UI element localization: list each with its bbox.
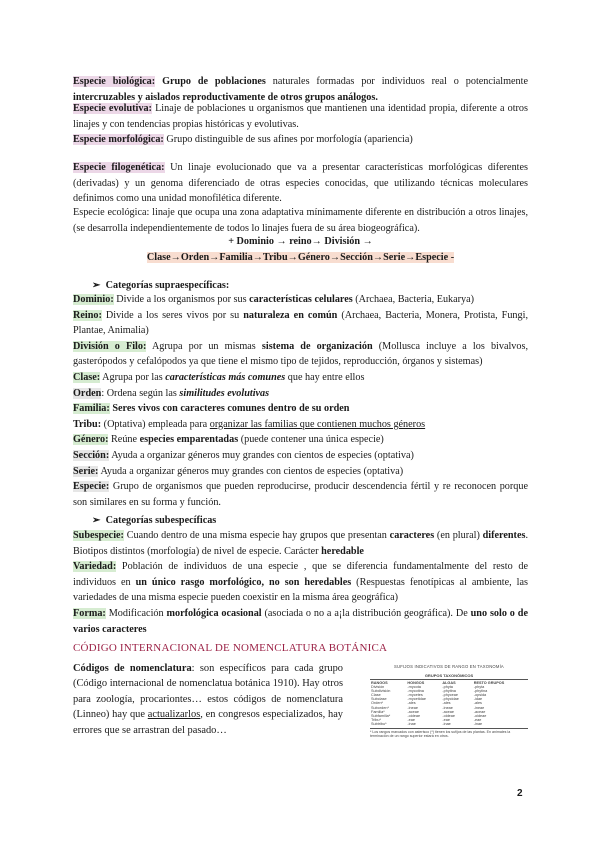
hierarchy-text-1: + Dominio → reino→ División → [228, 236, 373, 247]
rank-suffix-table-image [370, 664, 528, 764]
table-cell: Familia* [371, 709, 385, 714]
code-text-2: , en congresos especializados, hay errores que se arrastran del pasado… [73, 709, 344, 736]
label-seccion: Sección: [73, 449, 110, 461]
subespecie-bold-3: heredable [321, 545, 364, 557]
code-heading: CÓDIGO INTERNACIONAL DE NOMENCLATURA BOTÁNICA [73, 642, 388, 654]
label-reino: Reino: [73, 309, 102, 321]
label-orden: Orden [73, 387, 102, 399]
seccion-text: Ayuda a organizar géneros muy grandes con cientos de especies (optativa) [109, 449, 414, 461]
familia-bold: Seres vivos con caracteres comunes dentro de su orden [109, 403, 350, 415]
reino-text-2: (Archaea, Bacteria, Monera, Protista, Fungi, Plantae, Animalia) [73, 309, 528, 337]
table-cell: Subfamilia* [371, 713, 391, 718]
label-tribu: Tribu: [73, 418, 102, 430]
text-biologica-2: intercruzables y aislados reproductivamente de otros grupos análogos. [73, 91, 378, 103]
item-clase [73, 370, 528, 386]
item-familia [73, 401, 528, 417]
table-cell: -eae [407, 718, 415, 723]
clase-text-2: que hay entre ellos [285, 371, 365, 383]
table-cell: -aceae [407, 709, 420, 714]
table-cell: -eae [442, 718, 450, 723]
item-forma [73, 606, 528, 637]
text-biologica-1: naturales formadas por individuos real o potencialmente [265, 76, 528, 87]
table-cell: -inae [473, 722, 483, 727]
table-cell: -ineae [473, 705, 485, 710]
arrowhead-icon: ➢ [92, 515, 101, 526]
text-grupo-poblaciones: Grupo de poblaciones [162, 76, 266, 87]
item-division [73, 339, 528, 370]
item-seccion [73, 448, 528, 464]
label-especie: Especie: [73, 481, 110, 493]
label-codigos: Códigos de nomenclatura [73, 663, 192, 674]
genero-bold: especies emparentadas [139, 434, 239, 446]
table-cell: -mycetes [407, 692, 423, 697]
sub-title-text: Categorías subespecíficas [105, 515, 217, 526]
table-header: ALGAS [442, 680, 456, 685]
table-cell: -inae [407, 722, 416, 727]
item-especie [73, 479, 528, 510]
table-cell: Subdivisión [371, 688, 391, 693]
table-cell: -ales [442, 701, 451, 706]
para-especie-ecologica [73, 205, 528, 236]
label-especie-filogenetica: Especie filogenética: [73, 162, 165, 173]
tribu-text-1: (Optativa) empleada para [101, 418, 210, 430]
genero-text-2: (puede contener una única especie) [238, 434, 384, 446]
table-cell: -mycetidae [407, 697, 426, 702]
clase-bold: características más comunes [165, 371, 286, 383]
section-title-supra [92, 278, 229, 293]
subespecie-bold-2: diferentes [482, 530, 526, 541]
division-text-2: (Mollusca incluye a los bivalvos, gasterópodos y cefalópodos ya que tiene el mismo tipo de tejidos, reproducción, órganos y sistemas) [73, 340, 529, 368]
variedad-bold: un único rasgo morfológico, no son heredables [135, 576, 352, 588]
item-dominio [73, 292, 528, 308]
table-row [370, 722, 528, 726]
forma-text-2: (asociada o no a a¡la distribución geográfica). De [261, 607, 471, 619]
forma-bold-1: morfológica ocasional [166, 607, 262, 619]
table-cell: -oideae [407, 713, 421, 718]
table-cell: Subtribu* [371, 722, 387, 727]
para-especie-evolutiva [73, 101, 528, 132]
serie-text: Ayuda a organizar géneros muy grandes con cientos de especies (optativa) [98, 465, 404, 477]
label-especie-morfologica: Especie morfológica: [73, 134, 164, 145]
variedad-text-2: (Respuestas fenotípicas al ambiente, las variedades de una misma especie pueden coexistir en la misma área geográfica) [73, 576, 528, 604]
label-dominio: Dominio: [73, 294, 114, 305]
variedad-text-1: Población de individuos de una especie , que se diferencia fundamentalmente del resto de individuos en [73, 561, 528, 588]
section-title-sub [92, 513, 216, 528]
table-footnote: * Los rangos marcados con asterisco (*) tienen los sufijos de las plantas. En animales la terminación de un rango superior estará en otros. [370, 730, 511, 739]
label-familia: Familia: [73, 403, 110, 415]
table-title: SUFIJOS INDICATIVOS DE RANGO EN TAXONOMÍA [394, 664, 504, 669]
orden-bold: similitudes evolutivas [179, 387, 270, 399]
table-cell: -phyta [473, 684, 485, 689]
item-orden [73, 386, 528, 402]
dominio-text-2: (Archaea, Bacteria, Eukarya) [352, 294, 475, 305]
clase-text-1: Agrupa por las [100, 371, 166, 383]
subespecie-text-1: Cuando dentro de una misma especie hay grupos que presentan [123, 530, 390, 541]
table-cell: -oideae [473, 713, 487, 718]
reino-text-1: Divide a los seres vivos por su [101, 309, 244, 321]
division-bold: sistema de organización [261, 340, 373, 352]
label-forma: Forma: [73, 607, 106, 619]
rank-suffix-table [370, 681, 528, 727]
label-division: División o Filo: [73, 340, 147, 352]
hierarchy-line-2 [73, 250, 528, 266]
item-tribu [73, 417, 528, 433]
label-subespecie: Subespecie: [73, 530, 124, 541]
label-genero: Género: [73, 434, 109, 446]
subespecie-bold-1: caracteres [389, 530, 435, 541]
table-cell: -oideae [442, 713, 456, 718]
label-serie: Serie: [73, 465, 99, 477]
text-evolutiva: Linaje de poblaciones u organismos que mantienen una identidad propia, diferente a otros linajes y con tendencias propias históricas y evolutivas. [73, 103, 528, 130]
table-cell: Orden* [371, 701, 384, 706]
code-underline: actualizarlos [147, 709, 201, 721]
table-cell: Subclase [371, 697, 387, 702]
item-subespecie [73, 528, 528, 559]
table-subtitle: GRUPOS TAXONÓMICOS [424, 673, 474, 678]
table-cell: -phyceae [442, 692, 458, 697]
table-cell: -phyta [442, 684, 453, 689]
division-text-1: Agrupa por un mismas [146, 340, 262, 352]
item-serie [73, 464, 528, 480]
genero-text-1: Reúne [108, 434, 140, 446]
table-cell: -inae [442, 722, 451, 727]
label-variedad: Variedad: [73, 561, 117, 573]
table-cell: División [371, 684, 385, 689]
table-cell: -ales [473, 701, 482, 706]
text-morfologica: Grupo distinguible de sus afines por morfología (apariencia) [163, 134, 413, 145]
table-cell: -opsida [473, 692, 487, 697]
text-filogenetica: Un linaje evolucionado que va a presentar características morfológicas diferentes (derivadas) y un genoma diferenciado de otras especies conocidas, que utilizando técnicas moleculares definimos como una unidad monofilética diferente. [73, 162, 528, 205]
subespecie-text-3: . Biotipos distintos (morfología) de nivel de especie. Carácter [73, 530, 528, 557]
table-cell: -phytina [442, 688, 456, 693]
table-cell: Clase [371, 692, 381, 697]
table-cell: Suborden* [371, 705, 389, 710]
table-cell: -mycota [407, 684, 421, 689]
table-header: RESTO GRUPOS [473, 680, 505, 685]
code-paragraph [73, 661, 343, 738]
item-genero [73, 432, 528, 448]
dominio-bold: características celulares [249, 294, 353, 305]
para-especie-filogenetica [73, 160, 528, 207]
table-cell: -phytina [473, 688, 488, 693]
code-text-1: : son específicos para cada grupo (Código internacional de nomenclatua botánica 1910). Hay otros para zoología, procariontes… estos códigos de nomenclatura (Linneo) hay que [73, 663, 343, 721]
forma-text-1: Modificación [105, 607, 167, 619]
supra-title-text: Categorías supraespecíficas: [105, 280, 230, 291]
label-especie-evolutiva: Especie evolutiva: [73, 103, 152, 114]
page-number: 2 [517, 788, 523, 799]
label-especie-biologica: Especie biológica: [73, 76, 156, 87]
dominio-text-1: Divide a los organismos por sus [113, 294, 250, 305]
table-cell: -eae [473, 718, 482, 723]
table-header: HONGOS [407, 680, 425, 685]
orden-text-1: : Ordena según las [101, 387, 180, 399]
table-cell: -ineae [442, 705, 453, 710]
text-ecologica: Especie ecológica: linaje que ocupa una zona adaptativa mínimamente diferente en distribución a otros linajes, (se desarrolla independientemente de todos lo linajes fuera de su área biogeográfica). [73, 207, 528, 234]
subespecie-text-2: (en plural) [434, 530, 483, 541]
table-cell: -mycotina [407, 688, 424, 693]
table-cell: -idae [473, 697, 483, 702]
especie-text: Grupo de organismos que pueden reproducirse, producir descendencia fértil y re reconocen porque son similares en su forma y función. [73, 481, 528, 508]
item-variedad [73, 559, 528, 606]
table-cell: -aceae [473, 709, 486, 714]
arrowhead-icon: ➢ [92, 280, 101, 291]
table-cell: -phycidae [442, 697, 459, 702]
para-especie-morfologica [73, 132, 528, 148]
table-cell: -ineae [407, 705, 418, 710]
supra-list [73, 292, 528, 510]
table-cell: -aceae [442, 709, 454, 714]
reino-bold: naturaleza en común [243, 309, 338, 321]
hierarchy-line-1 [73, 234, 528, 250]
hierarchy-text-2: Clase→Orden→Familia→Tribu→Género→Sección→Serie→Especie - [146, 252, 455, 263]
forma-bold-2: uno solo o de varios caracteres [73, 607, 528, 635]
table-cell: -ales [407, 701, 416, 706]
item-reino [73, 308, 528, 339]
tribu-underline: organizar las familias que contienen muchos géneros [209, 418, 426, 430]
table-cell: Tribu* [371, 718, 381, 723]
label-clase: Clase: [73, 371, 101, 383]
sub-list [73, 528, 528, 637]
table-header: RANGOS [371, 680, 388, 685]
